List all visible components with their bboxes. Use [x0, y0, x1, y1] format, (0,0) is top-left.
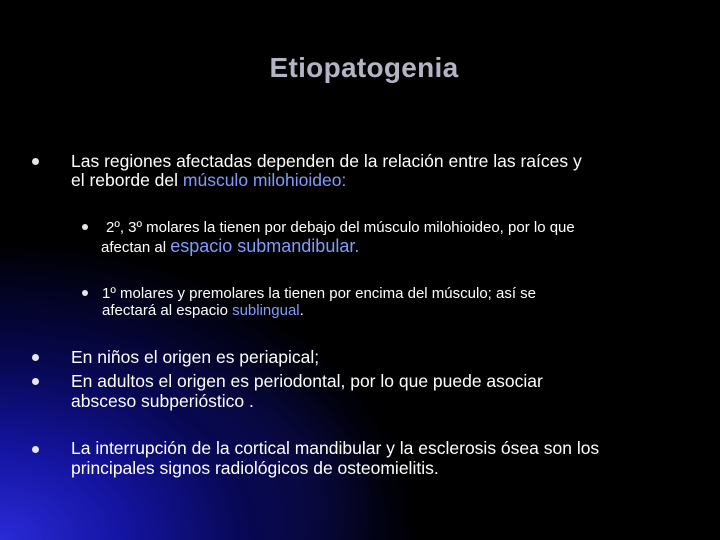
item-2-line-2: [101, 237, 359, 255]
item-2-line-2-text: afectan al: [101, 239, 171, 256]
item-1-highlight: músculo milohioideo:: [182, 170, 347, 190]
item-6-line-1: La interrupción de la cortical mandibular y la esclerosis ósea son los: [71, 438, 600, 458]
item-6-line-2: principales signos radiológicos de osteomielitis.: [71, 458, 439, 478]
item-3-line-1: 1º molares y premolares la tienen por encima del músculo; así se: [102, 285, 537, 302]
item-5-line-1: En adultos el origen es periodontal, por lo que puede asociar: [71, 371, 543, 391]
bullet-icon: [82, 290, 88, 296]
bullet-icon: [32, 378, 39, 385]
item-3-line-2: [102, 303, 304, 318]
bullet-icon: [32, 354, 39, 361]
bullet-icon: [32, 446, 39, 453]
item-1-line-2-text: el reborde del: [71, 170, 183, 190]
bullet-icon: [82, 224, 88, 230]
item-5-line-2: absceso subperióstico .: [71, 391, 254, 411]
item-1-line-2: [71, 172, 346, 190]
item-2-line-1: 2º, 3º molares la tienen por debajo del músculo milohioideo, por lo que: [106, 219, 575, 236]
item-2-highlight: espacio submandibular.: [170, 236, 360, 256]
item-1-line-1: Las regiones afectadas dependen de la relación entre las raíces y: [71, 151, 582, 171]
item-4-line-1: En niños el origen es periapical;: [71, 347, 320, 367]
item-3-highlight: sublingual: [232, 302, 300, 319]
bullet-icon: [32, 158, 39, 165]
item-3-line-2-text: afectará al espacio: [102, 302, 233, 319]
slide-title: Etiopatogenia: [269, 52, 459, 83]
item-3-line-2-end: .: [299, 302, 304, 319]
